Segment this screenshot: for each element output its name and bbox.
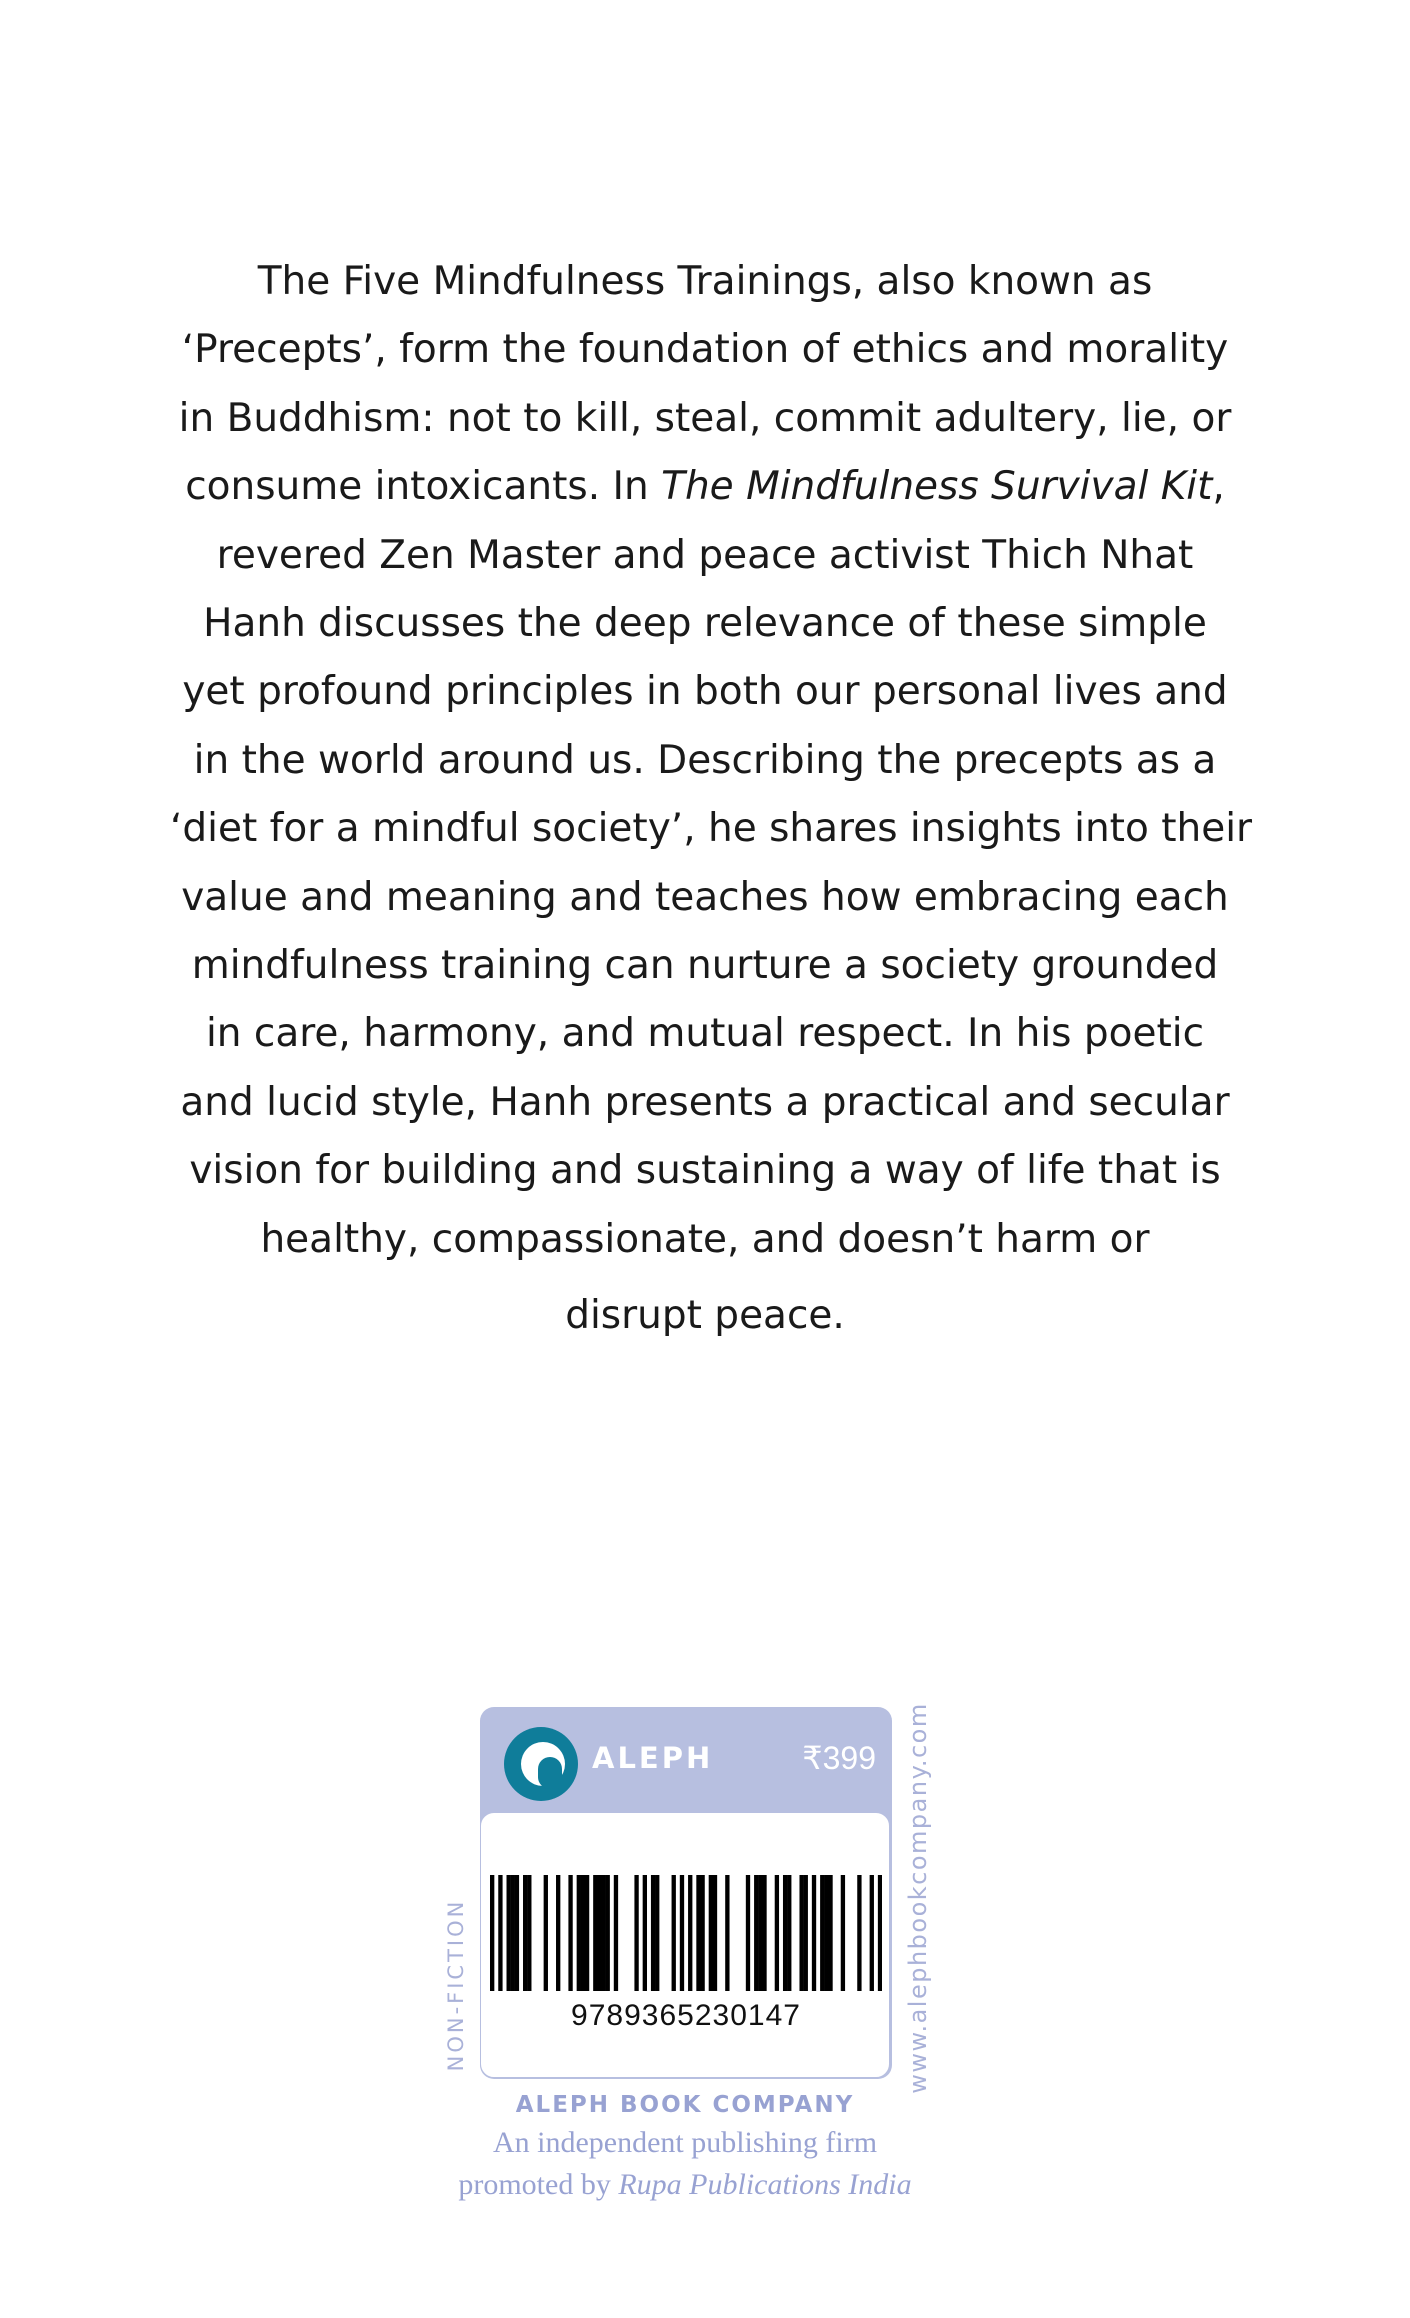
price: ₹399 [802,1740,876,1776]
barcode-bar [812,1875,816,1991]
blurb-line: mindfulness training can nurture a society grounded [191,943,1219,989]
blurb-text: , [1212,464,1225,510]
price-barcode-label [480,1707,892,2079]
barcode-bar [787,1875,791,1991]
barcode-bar [878,1875,882,1991]
barcode-bar [700,1875,704,1991]
barcode-bar [601,1875,605,1991]
barcode-bar [688,1875,692,1991]
website-url: www.alephbookcompany.com [904,1702,932,2094]
barcode-bar [783,1875,787,1991]
aleph-logo-icon [504,1727,578,1801]
barcode-bar [758,1875,762,1991]
barcode-bar [614,1875,618,1991]
barcode-bar [651,1875,655,1991]
blurb-line: healthy, compassionate, and doesn’t harm or [260,1216,1150,1262]
barcode-bar [870,1875,874,1991]
blurb-line: vision for building and sustaining a way of life that is [189,1148,1221,1194]
barcode-bar [655,1875,659,1991]
barcode-bar [672,1875,676,1991]
blurb-line: ‘Precepts’, form the foundation of ethics and morality [181,327,1229,373]
blurb-line: Hanh discusses the deep relevance of these simple [203,601,1207,647]
barcode-bar [762,1875,766,1991]
blurb-text: consume intoxicants. In [185,464,662,510]
blurb-line: revered Zen Master and peace activist Thich Nhat [216,532,1194,578]
parent-company: Rupa Publications India [618,2168,912,2201]
category-label: NON-FICTION [444,1898,468,2072]
blurb-line: in the world around us. Describing the precepts as a [193,737,1217,783]
blurb-line: value and meaning and teaches how embracing each [181,874,1229,920]
barcode-bar [556,1875,560,1991]
barcode-bar [585,1875,589,1991]
barcode-bar [680,1875,684,1991]
barcode-bar [754,1875,758,1991]
barcode-bar [490,1875,494,1991]
barcode-bar [593,1875,597,1991]
barcode-bar [606,1875,610,1991]
barcode-bar [568,1875,572,1991]
barcode-bar [841,1875,845,1991]
barcode-bar [799,1875,803,1991]
barcode-bar [597,1875,601,1991]
barcode-bar [515,1875,519,1991]
barcode-bar [775,1875,779,1991]
barcode-bar [643,1875,647,1991]
blurb-line: in Buddhism: not to kill, steal, commit adultery, lie, or [178,395,1232,441]
blurb-line: in care, harmony, and mutual respect. In his poetic [205,1011,1205,1057]
barcode-bar [581,1875,585,1991]
barcode-bar [709,1875,713,1991]
isbn-number: 9789365230147 [571,1999,801,2032]
barcode-bar [511,1875,515,1991]
publisher-name: ALEPH BOOK COMPANY [515,2092,855,2118]
brand-name: ALEPH [592,1741,714,1775]
promoted-by-text: promoted by [458,2168,619,2201]
barcode-bar [746,1875,750,1991]
blurb-line-with-title [170,453,1240,521]
barcode-bar [713,1875,717,1991]
back-cover-blurb [170,248,1253,1351]
barcode-bar [824,1875,828,1991]
barcode-bar [523,1875,527,1991]
barcode-bar [828,1875,832,1991]
blurb-line: and lucid style, Hanh presents a practical and secular [180,1079,1230,1125]
barcode-bar [507,1875,511,1991]
barcode-bar [804,1875,808,1991]
barcode-bar [544,1875,548,1991]
barcode-bar [634,1875,638,1991]
barcode-bar [725,1875,729,1991]
book-title: The Mindfulness Survival Kit [661,464,1213,510]
blurb-line: ‘diet for a mindful society’, he shares insights into their [170,806,1253,852]
barcode [490,1875,882,1995]
barcode-bar [857,1875,861,1991]
barcode-bar [577,1875,581,1991]
blurb-line: The Five Mindfulness Trainings, also known as [257,259,1153,304]
publisher-tagline: An independent publishing firm [492,2126,878,2159]
barcode-bar [527,1875,531,1991]
barcode-panel [480,1812,890,2078]
barcode-bar [696,1875,700,1991]
barcode-bar [820,1875,824,1991]
barcode-bar [498,1875,502,1991]
blurb-line: disrupt peace. [565,1293,845,1339]
blurb-line: yet profound principles in both our personal lives and [182,669,1228,715]
publisher-tagline-promoted [0,2168,1370,2202]
